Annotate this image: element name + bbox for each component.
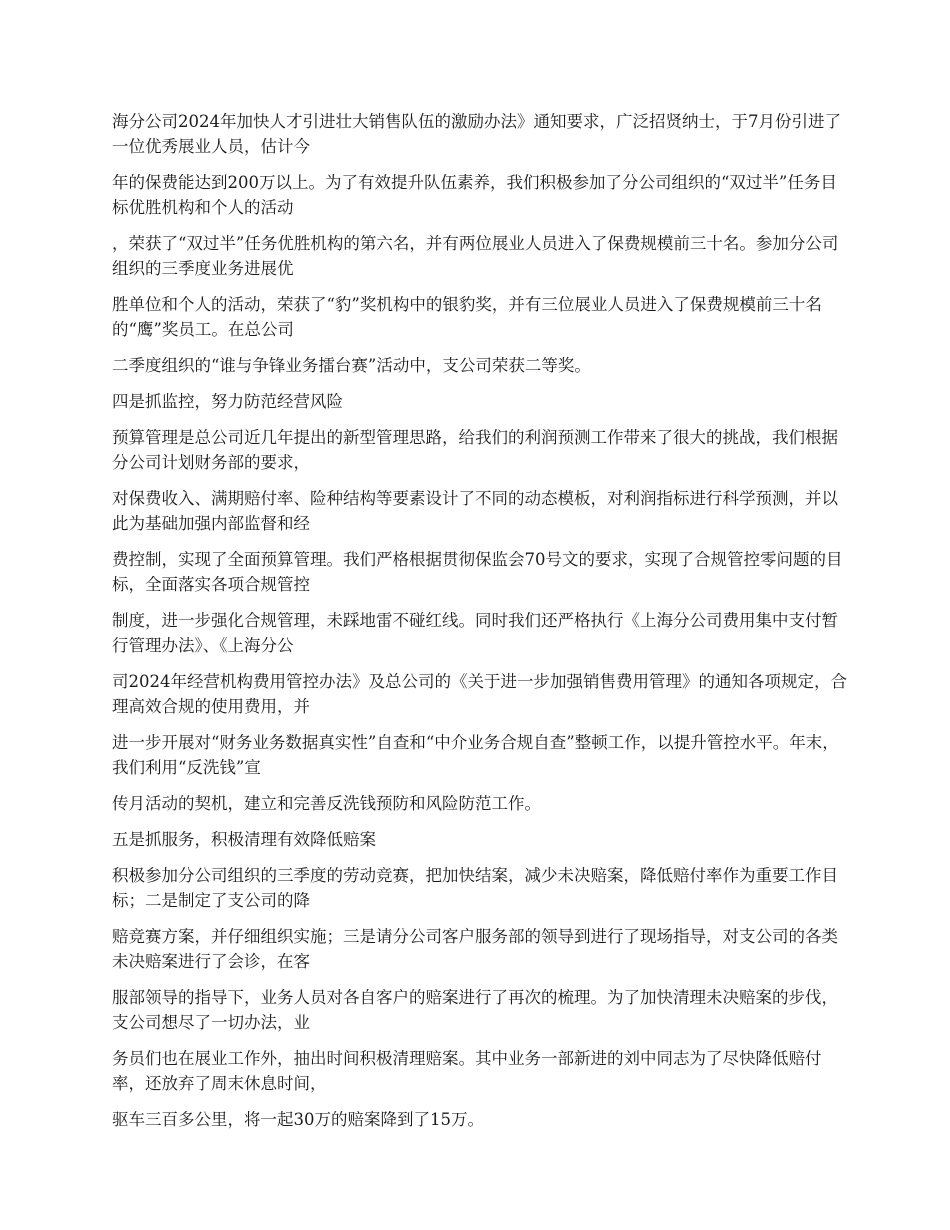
paragraph: 费控制，实现了全面预算管理。我们严格根据贯彻保监会70号文的要求，实现了合规管控零问题的目标，全面落实各项合规管控: [112, 550, 843, 594]
paragraph: 服部领导的指导下，业务人员对各自客户的赔案进行了再次的梳理。为了加快清理未决赔案的步伐，支公司想尽了一切办法，业: [112, 988, 838, 1032]
paragraph: 制度，进一步强化合规管理，未踩地雷不碰红线。同时我们还严格执行《上海分公司费用集中支付暂行管理办法》、《上海分公: [112, 611, 838, 655]
paragraph: 胜单位和个人的活动，荣获了“豹”奖机构中的银豹奖，并有三位展业人员进入了保费规模前三十名的“鹰”奖员工。在总公司: [112, 295, 822, 339]
paragraph: 年的保费能达到200万以上。为了有效提升队伍素养，我们积极参加了分公司组织的“双过半”任务目标优胜机构和个人的活动: [112, 173, 837, 217]
paragraph: 驱车三百多公里，将一起30万的赔案降到了15万。: [112, 1110, 484, 1129]
paragraph: 传月活动的契机，建立和完善反洗钱预防和风险防范工作。: [112, 794, 541, 813]
paragraph: 司2024年经营机构费用管控办法》及总公司的《关于进一步加强销售费用管理》的通知各项规定，合理高效合规的使用费用，并: [112, 672, 847, 716]
paragraph: 二季度组织的“谁与争锋业务擂台赛”活动中，支公司荣获二等奖。: [112, 356, 591, 375]
paragraph: ，荣获了“双过半”任务优胜机构的第六名，并有两位展业人员进入了保费规模前三十名。参加分公司组织的三季度业务进展优: [112, 234, 839, 278]
paragraph: 海分公司2024年加快人才引进壮大销售队伍的激励办法》通知要求，广泛招贤纳士，于7月份引进了一位优秀展业人员，估计今: [112, 112, 841, 156]
document-body: [112, 109, 847, 1143]
paragraph: 赔竞赛方案，并仔细组织实施；三是请分公司客户服务部的领导到进行了现场指导，对支公司的各类未决赔案进行了会诊，在客: [112, 927, 838, 971]
section-heading: 五是抓服务，积极清理有效降低赔案: [112, 830, 376, 849]
paragraph: 预算管理是总公司近几年提出的新型管理思路，给我们的利润预测工作带来了很大的挑战，我们根据分公司计划财务部的要求，: [112, 428, 838, 472]
paragraph: 对保费收入、满期赔付率、险种结构等要素设计了不同的动态模板，对利润指标进行科学预测，并以此为基础加强内部监督和经: [112, 489, 838, 533]
paragraph: 积极参加分公司组织的三季度的劳动竞赛，把加快结案，减少未决赔案，降低赔付率作为重要工作目标；二是制定了支公司的降: [112, 866, 838, 910]
paragraph: 务员们也在展业工作外，抽出时间积极清理赔案。其中业务一部新进的刘中同志为了尽快降低赔付率，还放弃了周末休息时间，: [112, 1049, 822, 1093]
section-heading: 四是抓监控，努力防范经营风险: [112, 392, 343, 411]
paragraph: 进一步开展对“财务业务数据真实性”自查和“中介业务合规自查”整顿工作，以提升管控水平。年末，我们利用“反洗钱”宣: [112, 733, 839, 777]
